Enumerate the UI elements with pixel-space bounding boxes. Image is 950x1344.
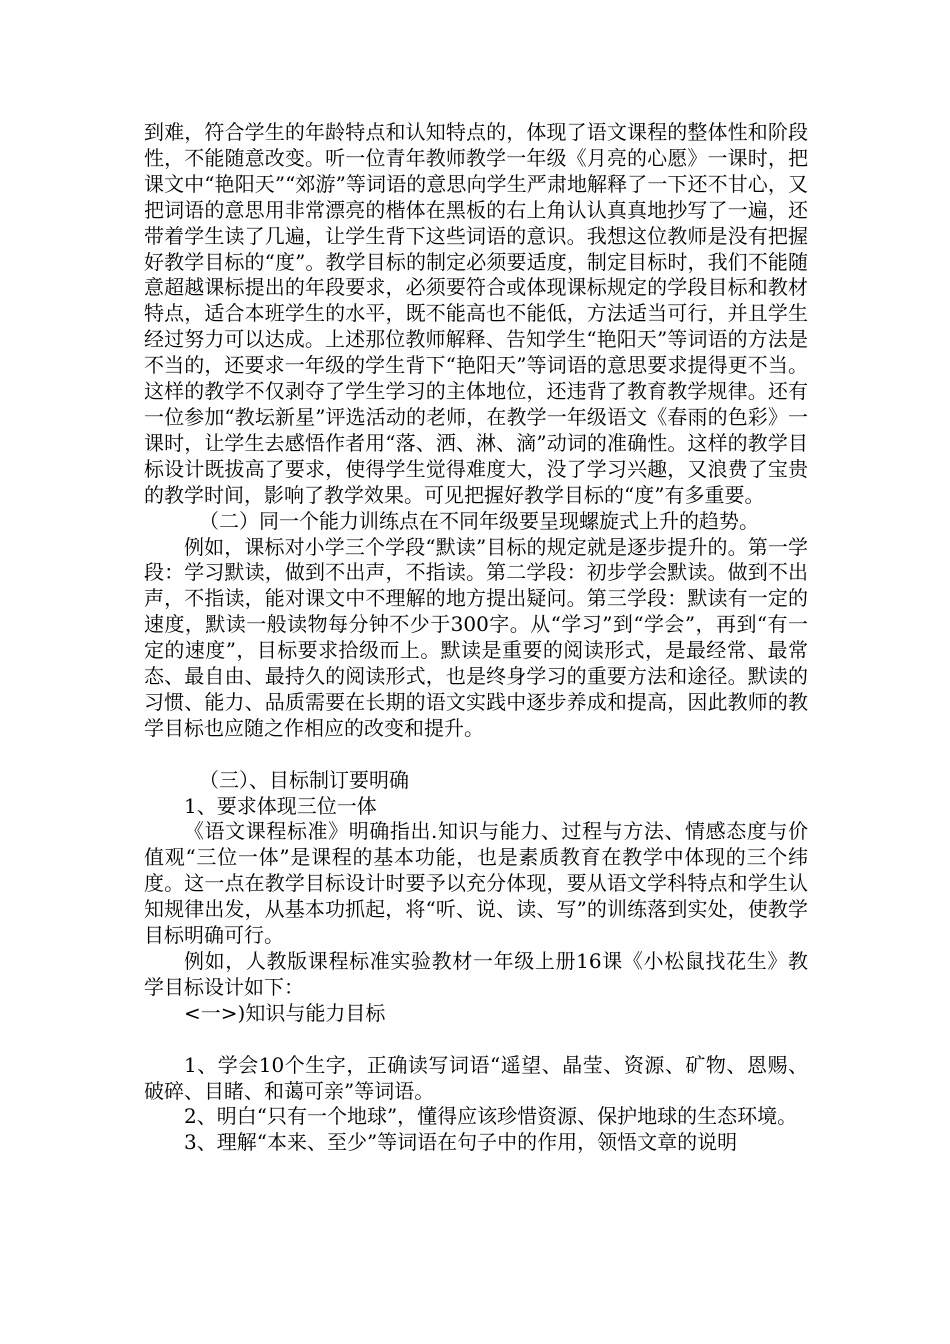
list-item-goal-1: 1、学会10个生字，正确读写词语“遥望、晶莹、资源、矿物、恩赐、破碎、目睹、和蔼可亲”等词语。 bbox=[144, 1052, 808, 1103]
subheading-three-in-one: 1、要求体现三位一体 bbox=[184, 793, 377, 818]
list-item-goal-2: 2、明白“只有一个地球”，懂得应该珍惜资源、保护地球的生态环境。 bbox=[184, 1104, 798, 1129]
blank-line bbox=[144, 742, 808, 768]
paragraph-curriculum-standard: 《语文课程标准》明确指出.知识与能力、过程与方法、情感态度与价值观“三位一体”是课程的基本功能，也是素质教育在教学中体现的三个纬度。这一点在教学目标设计时要予以充分体现，要从语文学科特点和学生认知规律出发，从基本功抓起，将“听、说、读、写”的训练落到实处，使教学目标明确可行。 bbox=[144, 819, 808, 948]
subheading-knowledge-goals: <一>)知识与能力目标 bbox=[184, 1000, 386, 1025]
paragraph-example-lesson: 例如，人教版课程标准实验教材一年级上册16课《小松鼠找花生》教学目标设计如下： bbox=[144, 948, 808, 999]
heading-spiral-progression: （二）同一个能力训练点在不同年级要呈现螺旋式上升的趋势。 bbox=[199, 508, 759, 533]
paragraph-goal-degree: 到难，符合学生的年龄特点和认知特点的，体现了语文课程的整体性和阶段性，不能随意改变。听一位青年教师教学一年级《月亮的心愿》一课时，把课文中“艳阳天”“郊游”等词语的意思向学生严肃地解释了一下还不甘心，又把词语的意思用非常漂亮的楷体在黑板的右上角认认真真地抄写了一遍，还带着学生读了几遍，让学生背下这些词语的意识。我想这位教师是没有把握好教学目标的“度”。教学目标的制定必须要适度，制定目标时，我们不能随意超越课标提出的年段要求，必须要符合或体现课标规定的学段目标和教材特点，适合本班学生的水平，既不能高也不能低，方法适当可行，并且学生经过努力可以达成。上述那位教师解释、告知学生“艳阳天”等词语的方法是不当的，还要求一年级的学生背下“艳阳天”等词语的意思要求提得更不当。这样的教学不仅剥夺了学生学习的主体地位，还违背了教育教学规律。还有一位参加“教坛新星”评选活动的老师，在教学一年级语文《春雨的色彩》一课时，让学生去感悟作者用“落、洒、淋、滴”动词的准确性。这样的教学目标设计既拔高了要求，使得学生觉得难度大，没了学习兴趣，又浪费了宝贵的教学时间，影响了教学效果。可见把握好教学目标的“度”有多重要。 bbox=[144, 120, 808, 507]
list-item-goal-3: 3、理解“本来、至少”等词语在句子中的作用，领悟文章的说明 bbox=[184, 1130, 738, 1155]
document-body bbox=[144, 120, 808, 1156]
paragraph-silent-reading-example: 例如，课标对小学三个学段“默读”目标的规定就是逐步提升的。第一学段：学习默读，做到不出声，不指读。第二学段：初步学会默读。做到不出声，不指读，能对课文中不理解的地方提出疑问。第三学段：默读有一定的速度，默读一般读物每分钟不少于300字。从“学习”到“学会”，再到“有一定的速度”，目标要求拾级而上。默读是重要的阅读形式，是最经常、最常态、最自由、最持久的阅读形式，也是终身学习的重要方法和途径。默读的习惯、能力、品质需要在长期的语文实践中逐步养成和提高，因此教师的教学目标也应随之作相应的改变和提升。 bbox=[144, 534, 808, 740]
heading-goals-clear: （三）、目标制订要明确 bbox=[199, 767, 409, 792]
blank-line bbox=[144, 1027, 808, 1053]
